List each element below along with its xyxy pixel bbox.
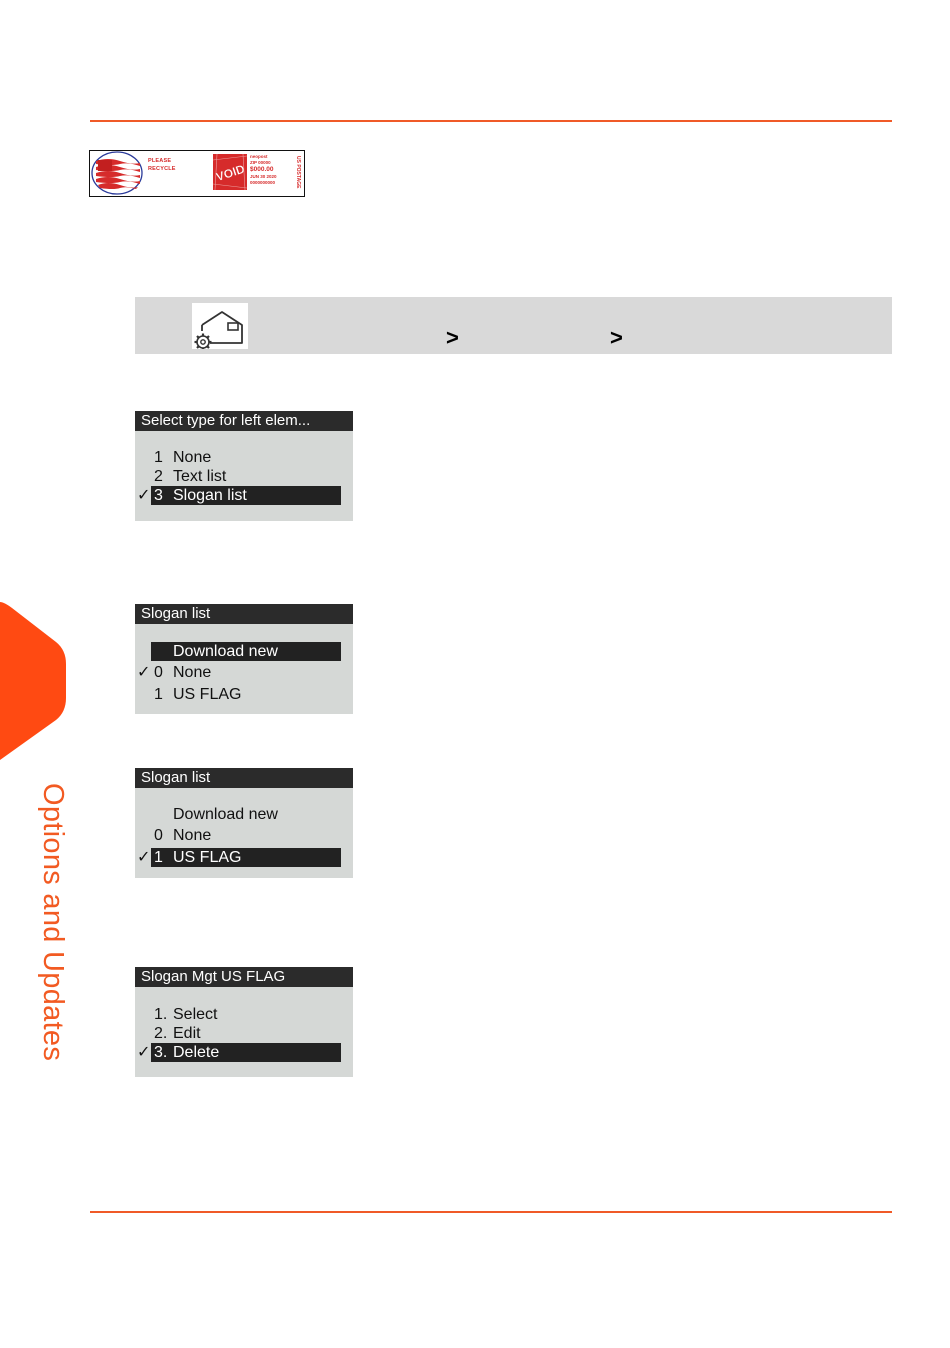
menu-option[interactable] <box>135 1005 353 1024</box>
section-side-tab <box>0 602 66 760</box>
option-label: US FLAG <box>173 686 242 703</box>
option-label: None <box>173 664 212 681</box>
option-number: 0 <box>154 664 163 681</box>
screen-title: Slogan list <box>135 768 353 788</box>
option-number: 1 <box>154 449 163 466</box>
option-number: 2. <box>154 1025 168 1042</box>
menu-path-bar <box>135 297 892 354</box>
envelope-gear-icon <box>192 303 248 349</box>
svg-text:VOID: VOID <box>214 161 247 185</box>
us-flag-slogan-icon <box>90 151 146 197</box>
option-label: Download new <box>173 806 278 823</box>
option-label: Select <box>173 1006 218 1023</box>
menu-option[interactable] <box>135 642 353 661</box>
screen-select-type <box>135 411 353 521</box>
screen-slogan-list-download <box>135 604 353 714</box>
screen-title: Select type for left elem... <box>135 411 353 431</box>
top-rule <box>90 120 892 122</box>
menu-option[interactable] <box>135 1024 353 1043</box>
bottom-rule <box>90 1211 892 1213</box>
option-label: Delete <box>173 1044 220 1061</box>
section-side-label: Options and Updates <box>37 783 69 1062</box>
path-separator: > <box>610 325 623 350</box>
option-label: Slogan list <box>173 487 247 504</box>
meter-text: neopost ZIP 00000 $000.00 JUN 30 2020 0000000000 <box>250 154 277 185</box>
screen-slogan-management <box>135 967 353 1077</box>
menu-option[interactable] <box>135 826 353 845</box>
check-icon: ✓ <box>137 487 151 504</box>
option-number: 2 <box>154 468 163 485</box>
option-label: None <box>173 827 212 844</box>
postage-imprint-preview <box>89 150 305 197</box>
screen-title: Slogan Mgt US FLAG <box>135 967 353 987</box>
menu-option[interactable] <box>135 685 353 704</box>
void-stamp-icon <box>213 154 247 190</box>
menu-option[interactable] <box>135 486 353 505</box>
option-number: 3. <box>154 1044 168 1061</box>
menu-option[interactable] <box>135 467 353 486</box>
option-label: Text list <box>173 468 227 485</box>
menu-option[interactable] <box>135 1043 353 1062</box>
option-number: 1 <box>154 686 163 703</box>
check-icon: ✓ <box>137 664 151 681</box>
option-label: Edit <box>173 1025 201 1042</box>
screen-title: Slogan list <box>135 604 353 624</box>
option-label: US FLAG <box>173 849 242 866</box>
check-icon: ✓ <box>137 849 151 866</box>
option-number: 1 <box>154 849 163 866</box>
menu-option[interactable] <box>135 448 353 467</box>
recycle-text: PLEASE RECYCLE <box>148 158 176 172</box>
check-icon: ✓ <box>137 1044 151 1061</box>
option-number: 1. <box>154 1006 168 1023</box>
option-number: 3 <box>154 487 163 504</box>
option-label: Download new <box>173 643 278 660</box>
screen-slogan-list-us-flag <box>135 768 353 878</box>
menu-option[interactable] <box>135 848 353 867</box>
path-separator: > <box>446 325 459 350</box>
option-label: None <box>173 449 212 466</box>
option-number: 0 <box>154 827 163 844</box>
us-postage-vertical-text: US POSTAGE <box>295 156 301 189</box>
menu-option[interactable] <box>135 805 353 824</box>
menu-option[interactable] <box>135 663 353 682</box>
